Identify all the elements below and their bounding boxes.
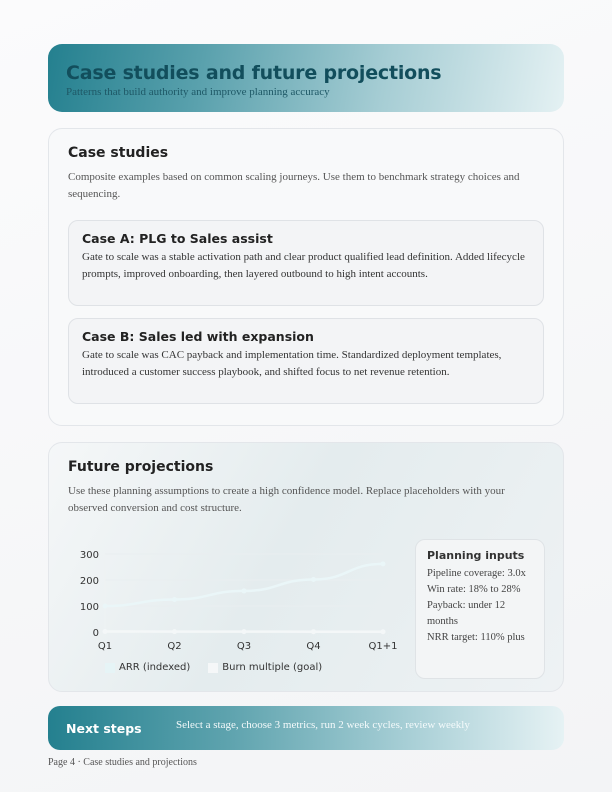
svg-text:100: 100 <box>79 602 99 613</box>
projection-line-chart <box>49 443 409 683</box>
svg-text:300: 300 <box>79 550 99 561</box>
svg-text:0: 0 <box>92 628 99 639</box>
next-steps-label: Next steps <box>66 720 142 736</box>
svg-text:Q3: Q3 <box>236 641 252 652</box>
case-b-body: Gate to scale was CAC payback and implementation time. Standardized deployment templates, introduced a customer success playbook, and shifted focus to net revenue retention. <box>82 349 502 378</box>
future-projections-card <box>48 442 564 692</box>
svg-text:200: 200 <box>79 576 99 587</box>
case-a-title: Case A: PLG to Sales assist <box>82 231 273 246</box>
page-title: Case studies and future projections <box>66 62 442 84</box>
legend-item-burn[interactable] <box>208 662 322 673</box>
planning-input-item: NRR target: 110% plus <box>427 632 525 643</box>
planning-input-item: Payback: under 12 months <box>427 600 506 627</box>
next-steps-text: Select a stage, choose 3 metrics, run 2 week cycles, review weekly <box>176 719 470 731</box>
page-subtitle: Patterns that build authority and improve planning accuracy <box>66 86 330 98</box>
case-studies-card <box>48 128 564 426</box>
case-studies-title: Case studies <box>68 145 169 161</box>
legend-label-burn: Burn multiple (goal) <box>222 662 323 673</box>
legend-label-arr: ARR (indexed) <box>119 662 191 673</box>
case-studies-description: Composite examples based on common scaling journeys. Use them to benchmark strategy choices and sequencing. <box>68 171 520 200</box>
planning-input-item: Pipeline coverage: 3.0x <box>427 568 526 579</box>
header-banner <box>48 44 564 112</box>
legend-item-arr[interactable] <box>105 662 190 673</box>
planning-inputs-list <box>427 566 533 646</box>
projections-description: Use these planning assumptions to create a high confidence model. Replace placeholders with your observed conversion and cost structure. <box>68 485 505 514</box>
planning-inputs-title: Planning inputs <box>427 549 525 562</box>
chart-series <box>103 561 386 634</box>
planning-inputs-panel <box>415 539 545 679</box>
svg-text:Q1: Q1 <box>97 641 113 652</box>
case-b-title: Case B: Sales led with expansion <box>82 329 314 344</box>
svg-text:Q2: Q2 <box>167 641 182 652</box>
chart-legend <box>105 662 322 673</box>
legend-swatch-arr <box>105 663 115 673</box>
chart-x-axis <box>98 641 398 652</box>
planning-input-item: Win rate: 18% to 28% <box>427 584 521 595</box>
svg-text:Q1+1: Q1+1 <box>368 641 398 652</box>
case-a-card <box>68 220 544 306</box>
legend-swatch-burn <box>208 663 218 673</box>
projections-title: Future projections <box>68 459 214 475</box>
case-a-body: Gate to scale was a stable activation path and clear product qualified lead definition. Added lifecycle prompts, improved onboarding, then layered outbound to high intent accounts. <box>82 251 525 280</box>
case-b-card <box>68 318 544 404</box>
page-footer: Page 4 · Case studies and projections <box>48 757 197 768</box>
svg-text:Q4: Q4 <box>306 641 321 652</box>
chart-y-axis <box>80 550 99 639</box>
next-steps-banner <box>48 706 564 750</box>
